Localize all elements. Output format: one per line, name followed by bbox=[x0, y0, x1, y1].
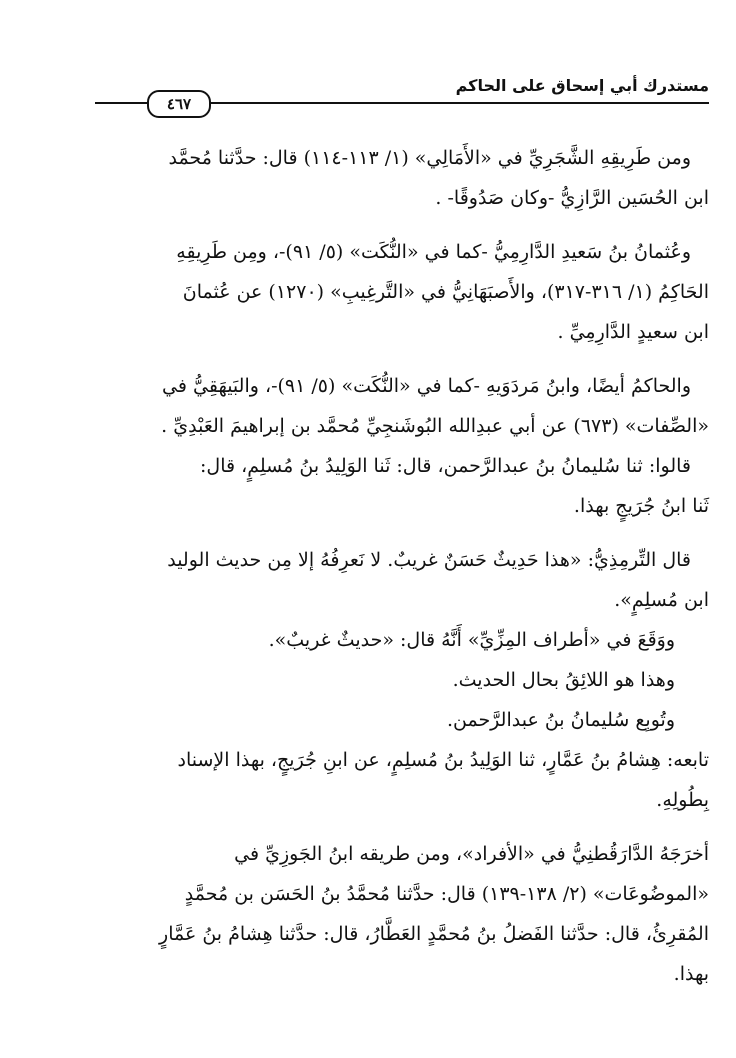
text-line: أخرَجَهُ الدَّارَقُطنِيُّ في «الأفراد»، ومن طريقه ابنُ الجَوزِيِّ في bbox=[234, 843, 709, 865]
paragraph bbox=[95, 366, 709, 446]
paragraph bbox=[95, 540, 709, 620]
text-line: الحَاكِمُ (١/ ٣١٦-٣١٧)، والأَصبَهَانِيُّ في «التَّرغِيبِ» (١٢٧٠) عن عُثمانَ bbox=[182, 281, 709, 303]
text-line: بِطُولِهِ. bbox=[656, 789, 709, 811]
text-line: «الموضُوعَات» (٢/ ١٣٨-١٣٩) قال: حدَّثنا مُحمَّدُ بنُ الحَسَن بن مُحمَّدٍ bbox=[184, 883, 709, 905]
page-header bbox=[95, 76, 709, 116]
text-line: المُقرِئُ، قال: حدَّثنا الفَضلُ بنُ مُحمَّدٍ العَطَّارُ، قال: حدَّثنا هِشامُ بنُ عَمَّارٍ bbox=[159, 923, 709, 945]
text-line: «الصِّفات» (٦٧٣) عن أبي عبدِالله البُوشَنجِيِّ مُحمَّد بن إبراهيمَ العَبْدِيِّ . bbox=[161, 415, 709, 437]
paragraph bbox=[95, 660, 709, 700]
page-number: ٤٦٧ bbox=[147, 90, 211, 118]
text-line: ابن سعيدٍ الدَّارِمِيِّ . bbox=[557, 321, 709, 343]
paragraph bbox=[95, 620, 709, 660]
text-line: ثَنا ابنُ جُرَيجٍ بهذا. bbox=[573, 495, 709, 517]
text-line: تابعه: هِشامُ بنُ عَمَّارٍ، ثنا الوَلِيدُ بنُ مُسلِمٍ، عن ابنِ جُرَيجٍ، بهذا الإسناد bbox=[177, 749, 709, 771]
paragraph bbox=[95, 740, 709, 820]
text-line: ابن مُسلِمٍ». bbox=[614, 589, 709, 611]
text-line: وهذا هو اللائِقُ بحال الحديث. bbox=[452, 669, 675, 691]
text-line: ووَقَعَ في «أطراف المِزِّيِّ» أَنَّهُ قال: «حديثٌ غريبٌ». bbox=[268, 629, 675, 651]
text-line: قالوا: ثنا سُليمانُ بنُ عبدالرَّحمن، قال: ثَنا الوَلِيدُ بنُ مُسلِمٍ، قال: bbox=[200, 455, 691, 477]
text-line: وتُوبِع سُليمانُ بنُ عبدالرَّحمن. bbox=[446, 709, 675, 731]
text-line: وعُثمانُ بنُ سَعيدِ الدَّارِمِيُّ -كما في «النُّكَت» (٥/ ٩١)-، ومِن طَرِيقِهِ bbox=[176, 241, 691, 263]
running-title: مستدرك أبي إسحاق على الحاكم bbox=[455, 76, 709, 95]
text-line: ابن الحُسَين الرَّازِيُّ -وكان صَدُوقًا- . bbox=[435, 187, 709, 209]
paragraph bbox=[95, 834, 709, 994]
text-line: بهذا. bbox=[673, 963, 709, 985]
body-text bbox=[95, 138, 709, 994]
paragraph bbox=[95, 138, 709, 218]
paragraph bbox=[95, 232, 709, 352]
text-line: والحاكمُ أيضًا، وابنُ مَردَوَيهِ -كما في «النُّكَت» (٥/ ٩١)-، والبَيهَقِيُّ في bbox=[162, 375, 691, 397]
text-line: قال التِّرمِذِيُّ: «هذا حَدِيثٌ حَسَنٌ غريبٌ. لا نَعرِفُهُ إلا مِن حديث الوليد bbox=[167, 549, 691, 571]
paragraph bbox=[95, 700, 709, 740]
paragraph bbox=[95, 446, 709, 526]
text-line: ومن طَرِيقِهِ الشَّجَرِيِّ في «الأَمَالِي» (١/ ١١٣-١١٤) قال: حدَّثنا مُحمَّد bbox=[168, 147, 691, 169]
